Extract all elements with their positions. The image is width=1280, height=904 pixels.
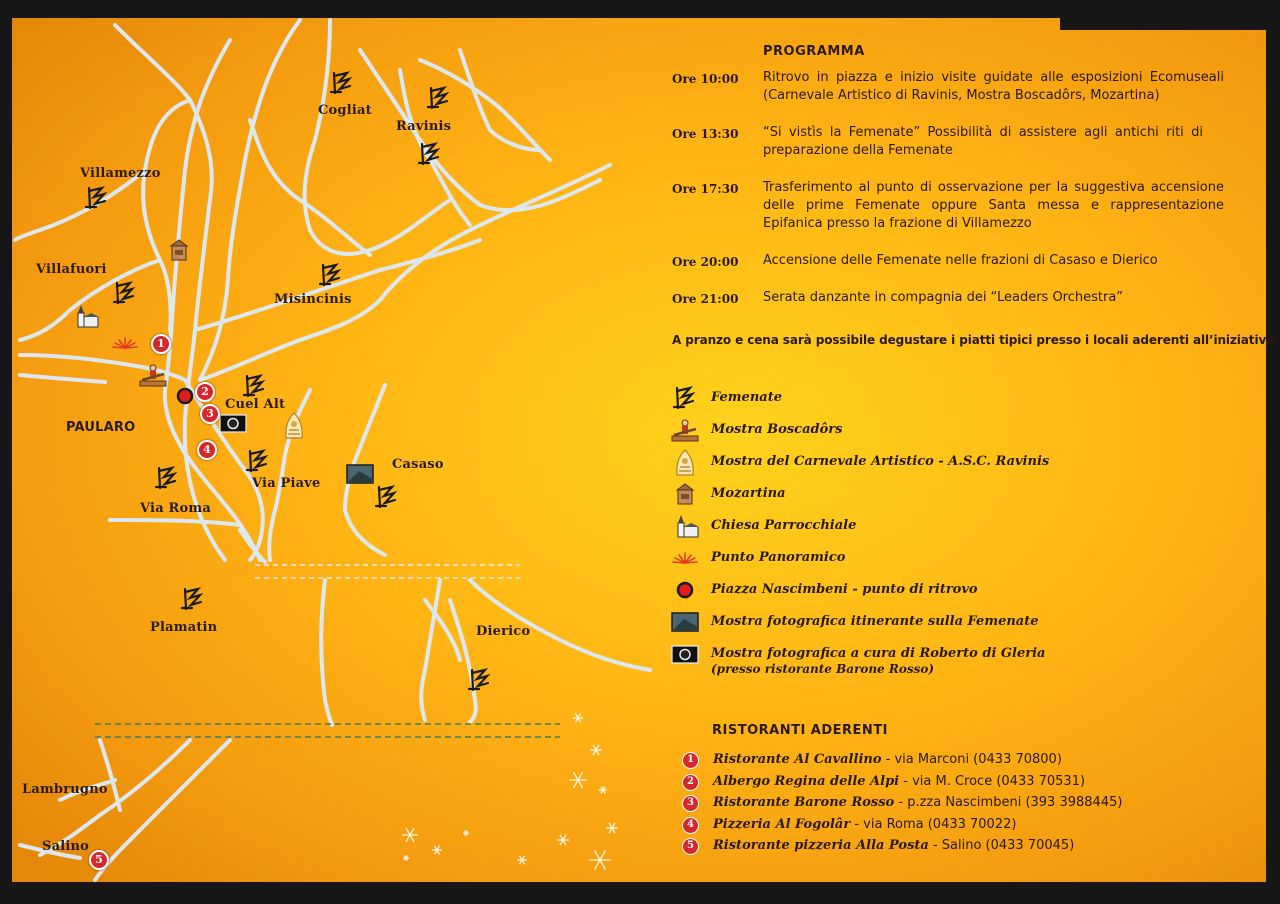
femenate-icon[interactable] [243,448,273,478]
restaurant-name [713,838,1074,853]
snowflake-icon [432,846,442,855]
place-plamatin: Plamatin [150,620,218,635]
femenate-icon[interactable] [465,667,495,697]
snowflake-icon [599,787,607,794]
place-via-roma: Via Roma [140,501,211,516]
restaurant-number-badge: 2 [682,774,699,791]
place-paularo: PAULARO [66,420,136,435]
map-marker-5[interactable]: 5 [89,850,109,870]
legend-label: Mostra fotografica itinerante sulla Femenate [711,614,1039,629]
program-item [672,289,1224,307]
legend-label: Mostra del Carnevale Artistico - A.S.C. Ravinis [711,454,1050,469]
program-text: Accensione delle Femenate nelle frazioni di Casaso e Dierico [763,253,1158,268]
church-icon[interactable] [70,303,100,333]
restaurant-address: - Salino (0433 70045) [928,838,1075,853]
program-time: Ore 13:30 [672,127,739,141]
map-marker-2[interactable]: 2 [195,382,215,402]
place-ravinis: Ravinis [396,119,452,134]
femenate-icon[interactable] [327,70,357,100]
restaurant-number-badge: 3 [682,795,699,812]
femenate-icon[interactable] [424,85,454,115]
carnevale-icon[interactable] [279,412,309,446]
restaurant-name-text: Albergo Regina delle Alpi [713,773,900,789]
panorama-icon [670,545,700,571]
restaurant-address: - via Roma (0433 70022) [850,816,1017,832]
snowflake-icon [517,856,527,865]
camera-icon[interactable] [218,410,248,440]
femenate-icon[interactable] [178,586,208,616]
place-villamezzo: Villamezzo [80,166,161,181]
femenate-icon[interactable] [82,185,112,215]
place-casaso: Casaso [392,457,444,472]
restaurants-title: RISTORANTI ADERENTI [712,723,889,738]
boscadors-icon [670,417,700,443]
mozartina-icon[interactable] [164,237,194,267]
program-time: Ore 10:00 [672,72,739,86]
restaurant-number-badge: 1 [682,752,699,769]
snowflake-icon [589,850,611,869]
legend-label: Mozartina [711,486,786,501]
femenate-icon [670,385,700,411]
photo-exhibit-icon [670,609,700,635]
snowflake-icon [569,772,587,788]
program-time: Ore 21:00 [672,292,739,306]
map-marker-4[interactable]: 4 [197,440,217,460]
place-lambrugno: Lambrugno [22,782,108,797]
boscadors-icon[interactable] [138,362,168,392]
program-item [672,69,1224,105]
snowflake-icon [463,830,469,835]
restaurant-address: - via M. Croce (0433 70531) [899,773,1086,789]
panorama-icon[interactable] [110,330,140,360]
restaurant-name-text: Ristorante Al Cavallino [713,752,882,767]
program-text: Trasferimento al punto di osservazione per la suggestiva accensione delle prime Femenate oppure Santa messa e rappresentazione Epifanica presso la frazione di Villamezzo [763,180,1224,231]
restaurant-name [713,774,1085,789]
place-misincinis: Misincinis [274,292,352,307]
meeting-point-icon [670,577,700,603]
camera-icon [670,641,700,667]
place-salino: Salino [42,839,90,854]
snowflake-icon [590,745,602,755]
restaurant-number-badge: 4 [682,817,699,834]
program-title: PROGRAMMA [763,44,865,59]
restaurant-name-text: Ristorante Barone Rosso [713,795,895,810]
program-item [672,124,1224,160]
snowflake-icon [573,714,583,723]
legend-label-note: (presso ristorante Barone Rosso) [711,662,935,676]
restaurant-name [713,795,1122,810]
restaurant-address: - via Marconi (0433 70800) [881,752,1062,767]
femenate-icon[interactable] [110,280,140,310]
snowflake-icon [403,855,409,860]
femenate-icon[interactable] [316,262,346,292]
legend-label: Piazza Nascimbeni - punto di ritrovo [711,582,978,597]
femenate-icon[interactable] [152,465,182,495]
femenate-icon[interactable] [415,141,445,171]
legend-label: Mostra Boscadôrs [711,422,843,437]
map-marker-1[interactable]: 1 [151,334,171,354]
snowflake-icon [557,835,569,845]
carnevale-icon [670,449,700,475]
restaurant-name [713,817,1016,832]
right-border [1266,0,1280,904]
place-cogliat: Cogliat [318,103,372,118]
mozartina-icon [670,481,700,507]
program-text: Serata danzante in compagnia dei “Leaders Orchestra” [763,290,1124,305]
top-border-right [1060,0,1280,30]
place-dierico: Dierico [476,624,531,639]
program-item [672,179,1224,233]
legend-label: Punto Panoramico [711,550,846,565]
lunch-note: A pranzo e cena sarà possibile degustare i piatti tipici presso i locali aderenti all’iniziativa. [672,333,1279,347]
restaurant-name-text: Ristorante pizzeria Alla Posta [713,838,929,853]
snowflake-icon [402,828,418,842]
church-icon [670,513,700,539]
program-item [672,252,1224,270]
restaurant-number-badge: 5 [682,838,699,855]
map-marker-3[interactable]: 3 [200,404,220,424]
place-via-piave: Via Piave [252,476,321,491]
place-cuel-alt: Cuel Alt [225,397,286,412]
place-villafuori: Villafuori [36,262,107,277]
photo-exhibit-icon[interactable] [345,461,375,491]
legend-label: Femenate [711,390,782,405]
restaurant-name [713,752,1062,767]
program-text: Ritrovo in piazza e inizio visite guidate alle esposizioni Ecomuseali (Carnevale Artistico di Ravinis, Mostra Boscadôrs, Mozartina) [763,70,1224,103]
snowflake-icon [606,823,618,833]
femenate-icon[interactable] [372,484,402,514]
restaurant-address: - p.zza Nascimbeni (393 3988445) [894,795,1123,810]
legend-label: Chiesa Parrocchiale [711,518,857,533]
restaurant-name-text: Pizzeria Al Fogolâr [713,816,851,832]
program-time: Ore 17:30 [672,182,739,196]
legend-label: Mostra fotografica a cura di Roberto di Gleria [711,646,1046,661]
program-text: “Si vistìs la Femenate” Possibilità di assistere agli antichi riti di preparazione della Femenate [763,125,1203,158]
program-time: Ore 20:00 [672,255,739,269]
